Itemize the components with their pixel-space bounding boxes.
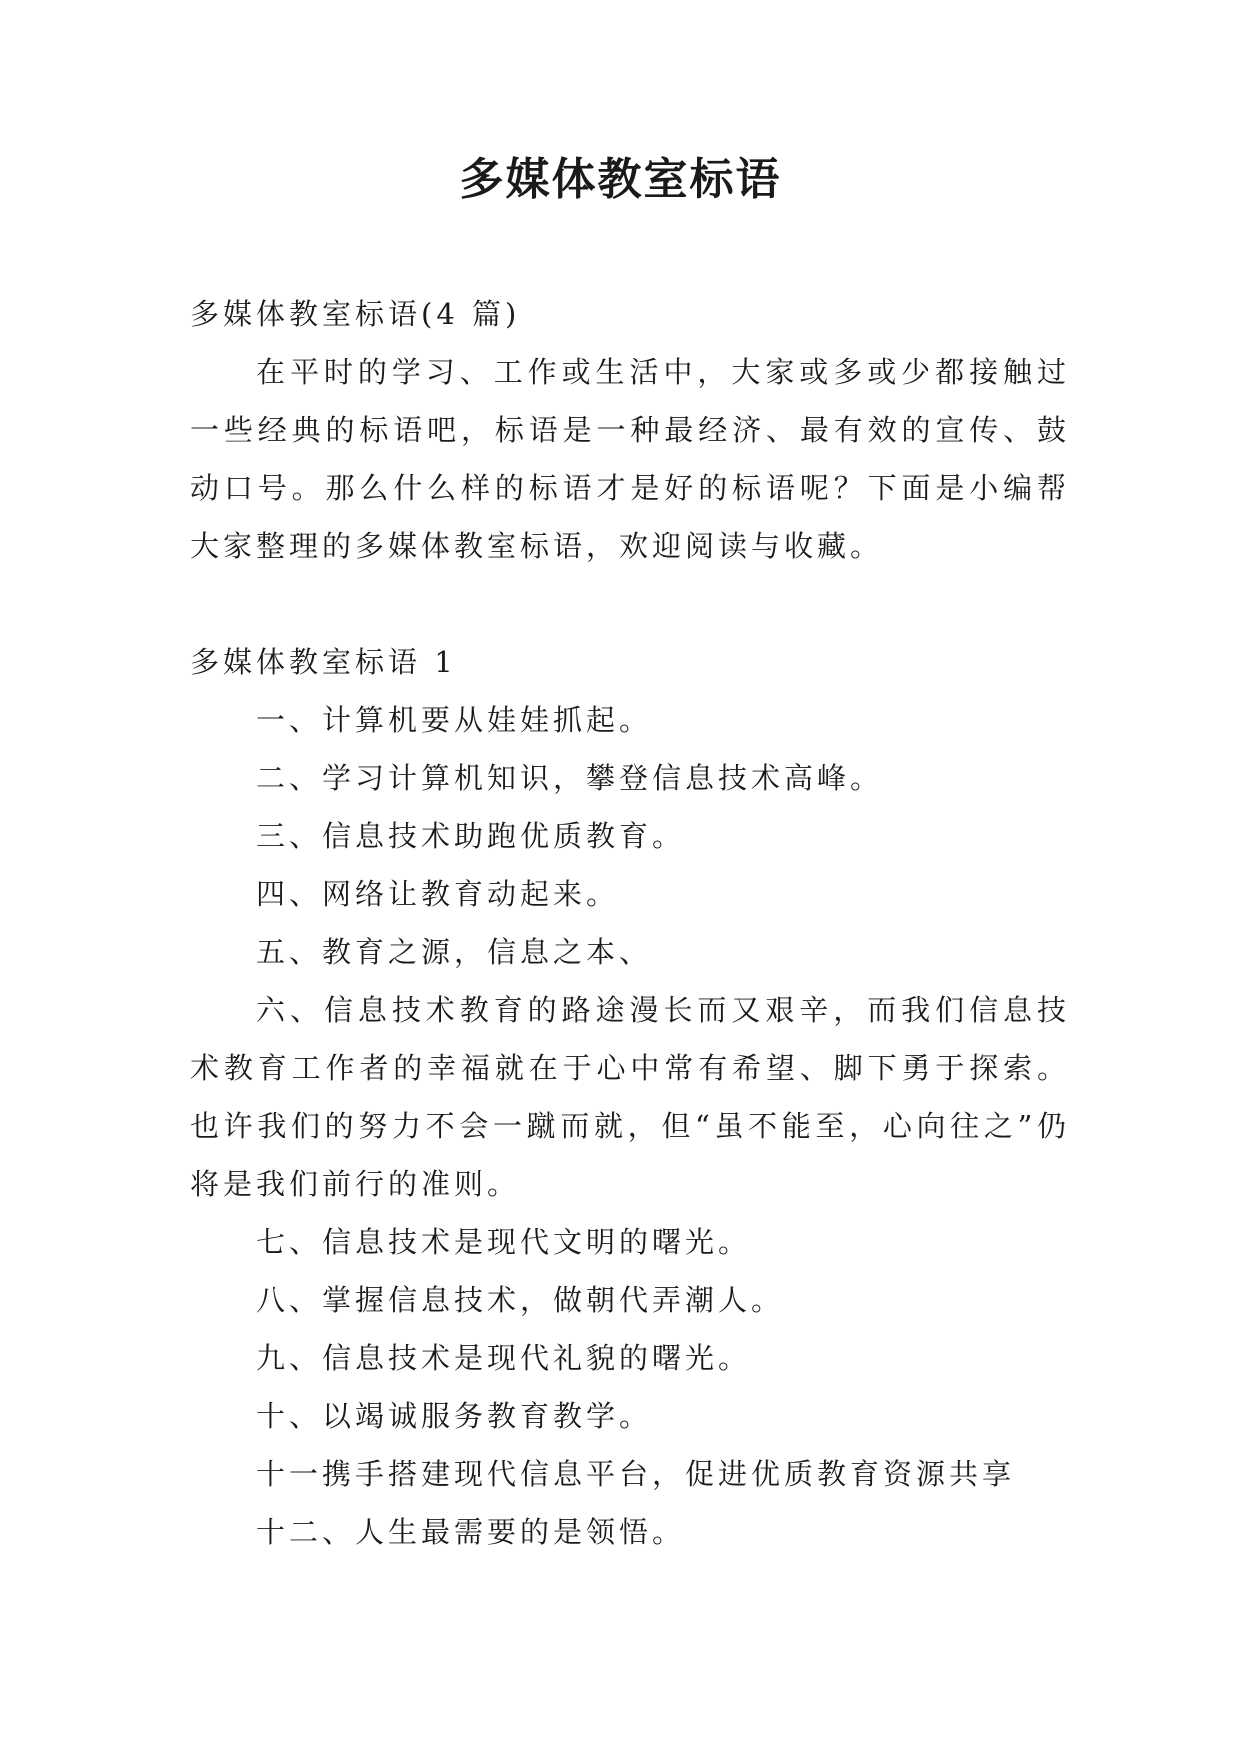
slogan-item-9: 九、信息技术是现代礼貌的曙光。 bbox=[256, 1341, 752, 1375]
slogan-item-10: 十、以竭诚服务教育教学。 bbox=[256, 1399, 653, 1433]
document-title: 多媒体教室标语 bbox=[459, 154, 782, 205]
document-subtitle: 多媒体教室标语(4 篇) bbox=[190, 297, 521, 331]
slogan-item-5: 五、教育之源，信息之本、 bbox=[256, 935, 653, 969]
slogan-item-11: 十一携手搭建现代信息平台，促进优质教育资源共享 bbox=[256, 1457, 1016, 1491]
slogan-item-4: 四、网络让教育动起来。 bbox=[256, 877, 620, 911]
section-heading: 多媒体教室标语 1 bbox=[190, 645, 457, 679]
slogan-item-1: 一、计算机要从娃娃抓起。 bbox=[256, 703, 653, 737]
slogan-item-2: 二、学习计算机知识，攀登信息技术高峰。 bbox=[256, 761, 884, 795]
slogan-item-12: 十二、人生最需要的是领悟。 bbox=[256, 1515, 686, 1549]
slogan-item-3: 三、信息技术助跑优质教育。 bbox=[256, 819, 686, 853]
slogan-item-6: 六、信息技术教育的路途漫长而又艰辛，而我们信息技术教育工作者的幸福就在于心中常有希望、脚下勇于探索。也许我们的努力不会一蹴而就，但“虽不能至，心向往之”仍将是我们前行的准则。 bbox=[190, 993, 1070, 1201]
document-body bbox=[190, 285, 1070, 1561]
slogan-item-8: 八、掌握信息技术，做朝代弄潮人。 bbox=[256, 1283, 785, 1317]
slogan-item-7: 七、信息技术是现代文明的曙光。 bbox=[256, 1225, 752, 1259]
section-spacer bbox=[190, 575, 1070, 633]
intro-paragraph: 在平时的学习、工作或生活中，大家或多或少都接触过一些经典的标语吧，标语是一种最经济、最有效的宣传、鼓动口号。那么什么样的标语才是好的标语呢？下面是小编帮大家整理的多媒体教室标语，欢迎阅读与收藏。 bbox=[190, 355, 1070, 563]
